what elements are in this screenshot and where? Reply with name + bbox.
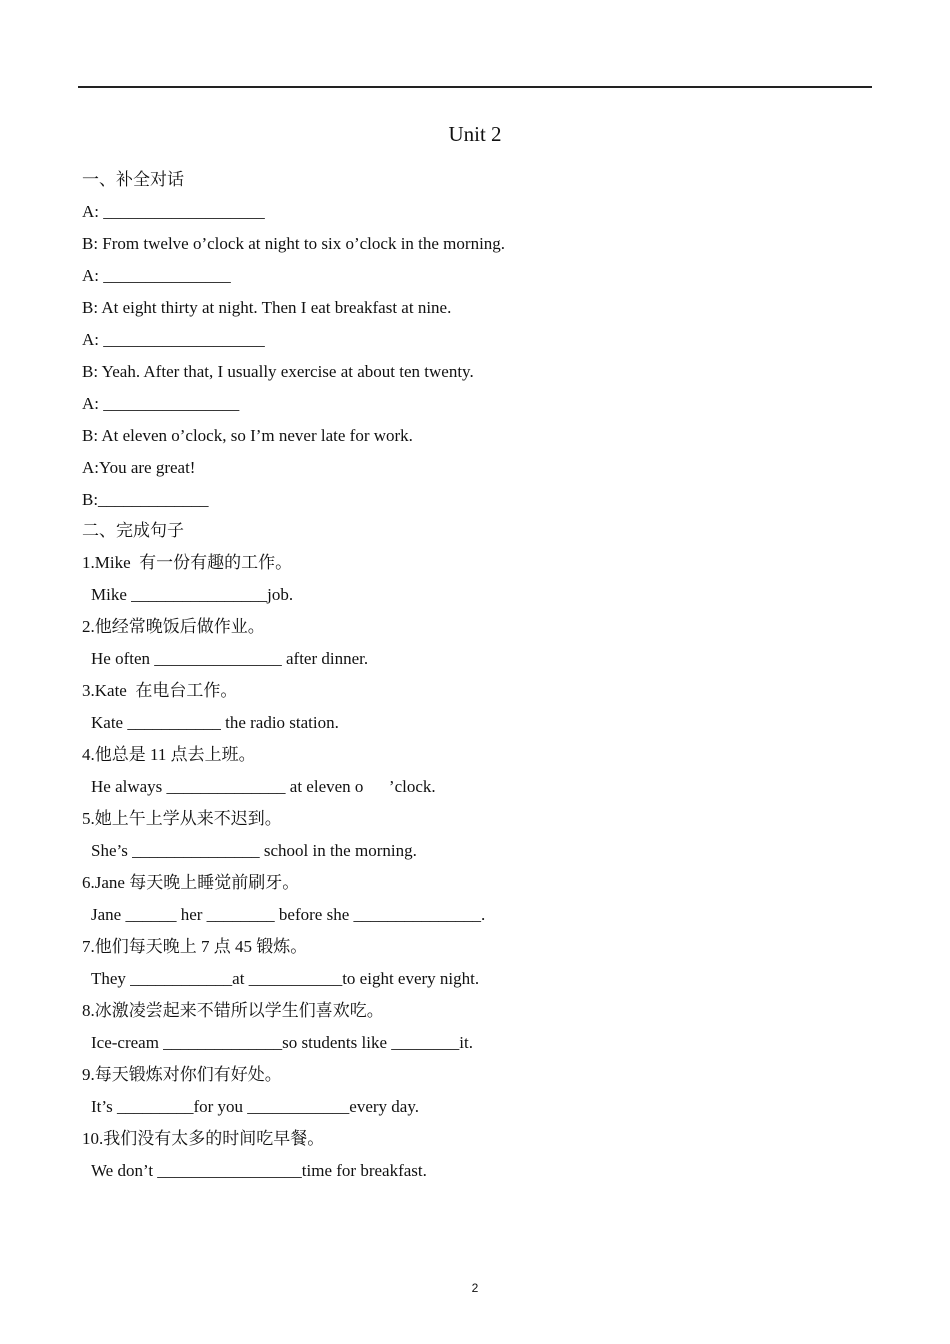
question-answer: It’s _________for you ____________every day. — [91, 1097, 419, 1116]
question-answer: He always ______________ at eleven o ’clock. — [91, 777, 436, 796]
page-title: Unit 2 — [448, 122, 502, 146]
question-answer: They ____________at ___________to eight every night. — [91, 969, 480, 988]
question-answer: Mike ________________job. — [91, 585, 294, 604]
dialog-line: A: ________________ — [82, 394, 240, 413]
question-prompt: 6.Jane 每天晚上睡觉前刷牙。 — [82, 873, 300, 892]
question-prompt: 10.我们没有太多的时间吃早餐。 — [82, 1129, 325, 1148]
dialog-line: A:You are great! — [82, 458, 196, 477]
question-prompt: 9.每天锻炼对你们有好处。 — [82, 1065, 282, 1084]
dialog-line: B: At eight thirty at night. Then I eat breakfast at nine. — [82, 298, 452, 317]
question-prompt: 4.他总是 11 点去上班。 — [82, 745, 256, 764]
dialog-line: B: Yeah. After that, I usually exercise at about ten twenty. — [82, 362, 474, 381]
question-prompt: 5.她上午上学从来不迟到。 — [82, 809, 282, 828]
question-answer: We don’t _________________time for breakfast. — [91, 1161, 427, 1180]
question-answer: He often _______________ after dinner. — [91, 649, 369, 668]
header-rule — [78, 86, 872, 88]
section1-heading: 一、补全对话 — [82, 170, 184, 189]
question-answer: Jane ______ her ________ before she _______________. — [91, 905, 486, 924]
question-prompt: 7.他们每天晚上 7 点 45 锻炼。 — [82, 937, 308, 956]
question-prompt: 3.Kate 在电台工作。 — [82, 681, 238, 700]
question-answer: Kate ___________ the radio station. — [91, 713, 339, 732]
dialog-line: A: ___________________ — [82, 330, 265, 349]
question-answer: She’s _______________ school in the morning. — [91, 841, 417, 860]
question-prompt: 1.Mike 有一份有趣的工作。 — [82, 553, 293, 572]
question-answer: Ice-cream ______________so students like ________it. — [91, 1033, 473, 1052]
section2-heading: 二、完成句子 — [82, 521, 184, 540]
dialog-line: A: _______________ — [82, 266, 231, 285]
dialog-line: A: ___________________ — [82, 202, 265, 221]
dialog-line: B:_____________ — [82, 490, 209, 509]
question-prompt: 8.冰激凌尝起来不错所以学生们喜欢吃。 — [82, 1001, 384, 1020]
question-prompt: 2.他经常晚饭后做作业。 — [82, 617, 265, 636]
dialog-line: B: From twelve o’clock at night to six o’clock in the morning. — [82, 234, 506, 253]
page-number: 2 — [471, 1281, 479, 1295]
dialog-line: B: At eleven o’clock, so I’m never late for work. — [82, 426, 413, 445]
